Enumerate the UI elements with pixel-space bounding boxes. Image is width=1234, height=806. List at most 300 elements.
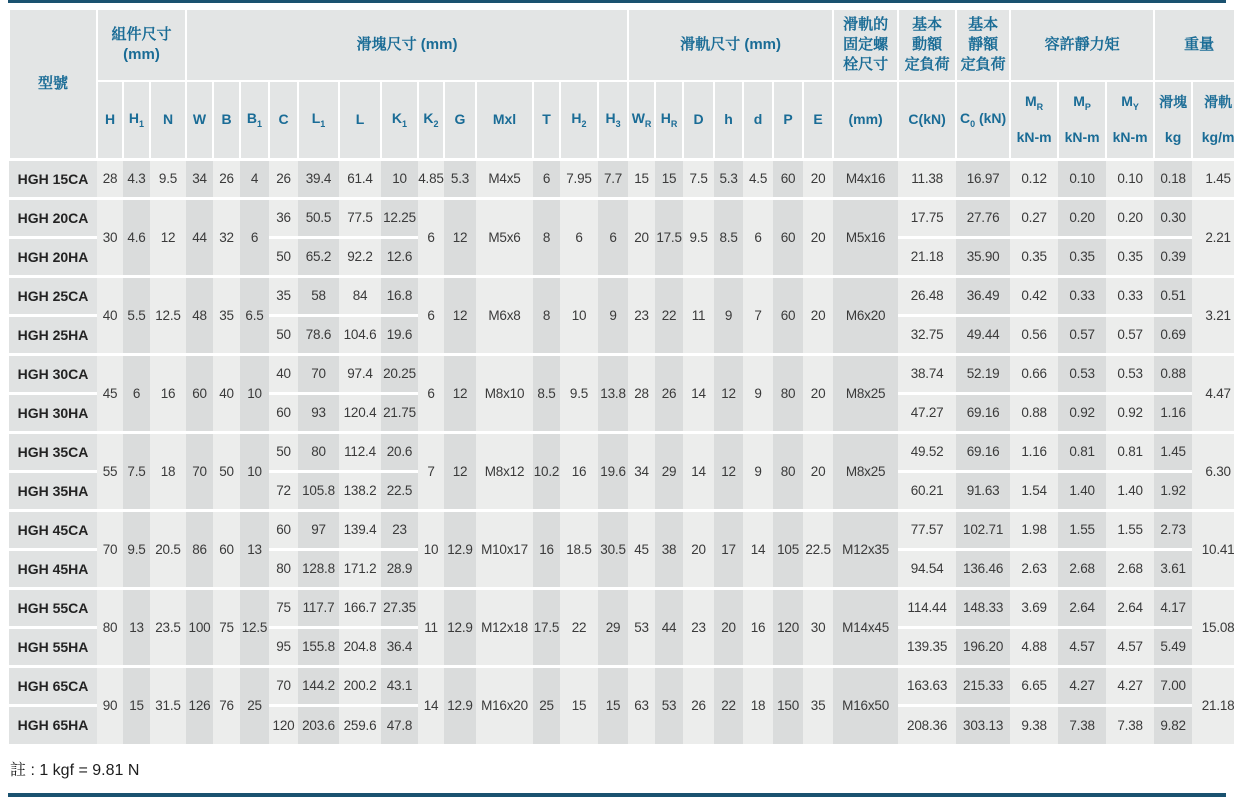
cell-load-rating: 2.73 [1154, 510, 1192, 549]
cell-block-dim: 93 [298, 393, 339, 432]
cell-assembly-dim: 55 [97, 432, 123, 510]
cell-model: HGH 25CA [9, 276, 97, 315]
cell-block-dim: M4x5 [476, 159, 533, 198]
cell-block-dim: M16x20 [476, 666, 533, 744]
cell-block-dim: 16 [533, 510, 560, 588]
cell-model: HGH 65HA [9, 705, 97, 744]
cell-model: HGH 45HA [9, 549, 97, 588]
cell-block-dim: 29 [598, 588, 628, 666]
cell-block-dim: 12 [444, 354, 476, 432]
cell-load-rating: 0.81 [1058, 432, 1106, 471]
cell-load-rating: 3.61 [1154, 549, 1192, 588]
cell-load-rating: 69.16 [956, 432, 1010, 471]
cell-load-rating: 1.45 [1154, 432, 1192, 471]
cell-block-dim: 50 [269, 315, 298, 354]
cell-assembly-dim: 25 [240, 666, 269, 744]
cell-assembly-dim: 76 [213, 666, 240, 744]
cell-load-rating: 2.68 [1106, 549, 1154, 588]
cell-rail-dim: 30 [803, 588, 833, 666]
cell-assembly-dim: 20.5 [150, 510, 186, 588]
cell-assembly-dim: 13 [123, 588, 150, 666]
cell-rail-dim: 12 [714, 432, 743, 510]
bottom-border-line [8, 793, 1226, 797]
cell-block-dim: 10.2 [533, 432, 560, 510]
cell-load-rating: 77.57 [898, 510, 956, 549]
cell-load-rating: 0.42 [1010, 276, 1058, 315]
cell-load-rating: 26.48 [898, 276, 956, 315]
cell-bolt-size: M5x16 [833, 198, 898, 276]
cell-rail-dim: 20 [803, 354, 833, 432]
cell-rail-dim: 20 [803, 198, 833, 276]
cell-load-rating: 2.64 [1058, 588, 1106, 627]
cell-rail-weight: 2.21 [1192, 198, 1234, 276]
cell-block-dim: 138.2 [339, 471, 381, 510]
cell-assembly-dim: 40 [213, 354, 240, 432]
column-header: h [714, 81, 743, 159]
column-group-header: 滑塊尺寸 (mm) [186, 9, 628, 81]
cell-assembly-dim: 70 [186, 432, 213, 510]
cell-load-rating: 7.38 [1106, 705, 1154, 744]
column-group-header: 滑軌尺寸 (mm) [628, 9, 833, 81]
cell-block-dim: 9 [598, 276, 628, 354]
cell-load-rating: 114.44 [898, 588, 956, 627]
cell-rail-weight: 21.18 [1192, 666, 1234, 744]
cell-block-dim: 12.9 [444, 588, 476, 666]
cell-load-rating: 4.27 [1058, 666, 1106, 705]
cell-rail-dim: 22.5 [803, 510, 833, 588]
cell-assembly-dim: 26 [213, 159, 240, 198]
cell-load-rating: 9.38 [1010, 705, 1058, 744]
cell-load-rating: 0.33 [1058, 276, 1106, 315]
spec-table [8, 8, 1234, 744]
cell-block-dim: 80 [298, 432, 339, 471]
cell-assembly-dim: 48 [186, 276, 213, 354]
cell-block-dim: 104.6 [339, 315, 381, 354]
cell-block-dim: 7.95 [560, 159, 598, 198]
cell-block-dim: 139.4 [339, 510, 381, 549]
cell-block-dim: 92.2 [339, 237, 381, 276]
cell-assembly-dim: 40 [97, 276, 123, 354]
cell-assembly-dim: 30 [97, 198, 123, 276]
cell-rail-dim: 22 [655, 276, 683, 354]
cell-assembly-dim: 9.5 [123, 510, 150, 588]
cell-load-rating: 1.40 [1106, 471, 1154, 510]
cell-rail-dim: 105 [773, 510, 803, 588]
column-header: P [773, 81, 803, 159]
cell-load-rating: 21.18 [898, 237, 956, 276]
table-header [9, 9, 1234, 159]
cell-block-dim: 144.2 [298, 666, 339, 705]
cell-load-rating: 9.82 [1154, 705, 1192, 744]
cell-assembly-dim: 13 [240, 510, 269, 588]
cell-load-rating: 0.66 [1010, 354, 1058, 393]
cell-block-dim: 12 [444, 198, 476, 276]
column-header: d [743, 81, 773, 159]
cell-block-dim: 7.7 [598, 159, 628, 198]
cell-rail-dim: 8.5 [714, 198, 743, 276]
cell-load-rating: 0.10 [1058, 159, 1106, 198]
cell-block-dim: 43.1 [381, 666, 418, 705]
cell-block-dim: 84 [339, 276, 381, 315]
cell-load-rating: 0.56 [1010, 315, 1058, 354]
cell-load-rating: 32.75 [898, 315, 956, 354]
cell-load-rating: 1.16 [1154, 393, 1192, 432]
cell-rail-dim: 150 [773, 666, 803, 744]
cell-load-rating: 1.40 [1058, 471, 1106, 510]
cell-load-rating: 27.76 [956, 198, 1010, 237]
cell-block-dim: 77.5 [339, 198, 381, 237]
cell-block-dim: 19.6 [598, 432, 628, 510]
column-header: $H_R$ [655, 81, 683, 159]
table-row [9, 354, 1234, 393]
cell-assembly-dim: 32 [213, 198, 240, 276]
column-group-header: 基本 靜額 定負荷 [956, 9, 1010, 81]
cell-load-rating: 4.17 [1154, 588, 1192, 627]
column-header: $L_1$ [298, 81, 339, 159]
column-header: C(kN) [898, 81, 956, 159]
cell-block-dim: 6 [418, 276, 444, 354]
cell-block-dim: 112.4 [339, 432, 381, 471]
cell-assembly-dim: 4 [240, 159, 269, 198]
cell-load-rating: 196.20 [956, 627, 1010, 666]
cell-block-dim: 200.2 [339, 666, 381, 705]
cell-load-rating: 1.92 [1154, 471, 1192, 510]
column-header: D [683, 81, 714, 159]
cell-block-dim: 6 [418, 198, 444, 276]
cell-rail-dim: 28 [628, 354, 655, 432]
cell-model: HGH 30HA [9, 393, 97, 432]
cell-block-dim: 26 [269, 159, 298, 198]
cell-block-dim: 40 [269, 354, 298, 393]
cell-load-rating: 102.71 [956, 510, 1010, 549]
cell-block-dim: 4.85 [418, 159, 444, 198]
cell-block-dim: 120 [269, 705, 298, 744]
cell-load-rating: 5.49 [1154, 627, 1192, 666]
column-header: (mm) [833, 81, 898, 159]
cell-load-rating: 0.27 [1010, 198, 1058, 237]
column-header: $H_3$ [598, 81, 628, 159]
cell-block-dim: 8.5 [533, 354, 560, 432]
cell-load-rating: 1.55 [1058, 510, 1106, 549]
cell-block-dim: 6 [533, 159, 560, 198]
cell-bolt-size: M4x16 [833, 159, 898, 198]
cell-assembly-dim: 35 [213, 276, 240, 354]
column-header: H [97, 81, 123, 159]
cell-load-rating: 7.38 [1058, 705, 1106, 744]
cell-rail-dim: 20 [803, 159, 833, 198]
cell-rail-dim: 7 [743, 276, 773, 354]
column-header: $M_R$ kN-m [1010, 81, 1058, 159]
cell-assembly-dim: 80 [97, 588, 123, 666]
cell-assembly-dim: 18 [150, 432, 186, 510]
table-row [9, 588, 1234, 627]
cell-rail-dim: 14 [683, 432, 714, 510]
cell-assembly-dim: 75 [213, 588, 240, 666]
cell-rail-dim: 20 [628, 198, 655, 276]
cell-block-dim: 7 [418, 432, 444, 510]
cell-load-rating: 0.39 [1154, 237, 1192, 276]
cell-model: HGH 15CA [9, 159, 97, 198]
column-header: W [186, 81, 213, 159]
cell-load-rating: 0.20 [1058, 198, 1106, 237]
cell-block-dim: 47.8 [381, 705, 418, 744]
cell-assembly-dim: 12 [150, 198, 186, 276]
cell-block-dim: 14 [418, 666, 444, 744]
cell-load-rating: 2.64 [1106, 588, 1154, 627]
cell-block-dim: 10 [560, 276, 598, 354]
top-border-line [8, 0, 1226, 3]
cell-rail-dim: 9 [743, 432, 773, 510]
cell-load-rating: 0.18 [1154, 159, 1192, 198]
cell-bolt-size: M8x25 [833, 354, 898, 432]
column-header: $M_Y$ kN-m [1106, 81, 1154, 159]
cell-load-rating: 136.46 [956, 549, 1010, 588]
cell-load-rating: 0.92 [1106, 393, 1154, 432]
cell-rail-weight: 15.08 [1192, 588, 1234, 666]
cell-load-rating: 52.19 [956, 354, 1010, 393]
column-header: $M_P$ kN-m [1058, 81, 1106, 159]
cell-rail-weight: 6.30 [1192, 432, 1234, 510]
cell-rail-dim: 9.5 [683, 198, 714, 276]
cell-rail-weight: 10.41 [1192, 510, 1234, 588]
cell-block-dim: 10 [381, 159, 418, 198]
cell-rail-dim: 20 [803, 276, 833, 354]
cell-load-rating: 0.35 [1010, 237, 1058, 276]
cell-rail-dim: 20 [714, 588, 743, 666]
column-group-header: 滑軌的 固定螺 栓尺寸 [833, 9, 898, 81]
cell-block-dim: 9.5 [560, 354, 598, 432]
cell-block-dim: 20.6 [381, 432, 418, 471]
column-header: 滑塊 kg [1154, 81, 1192, 159]
table-row [9, 510, 1234, 549]
cell-assembly-dim: 44 [186, 198, 213, 276]
cell-rail-dim: 15 [628, 159, 655, 198]
cell-assembly-dim: 4.6 [123, 198, 150, 276]
cell-load-rating: 7.00 [1154, 666, 1192, 705]
cell-bolt-size: M14x45 [833, 588, 898, 666]
cell-block-dim: 21.75 [381, 393, 418, 432]
cell-load-rating: 163.63 [898, 666, 956, 705]
cell-block-dim: 60 [269, 510, 298, 549]
cell-rail-dim: 35 [803, 666, 833, 744]
cell-load-rating: 6.65 [1010, 666, 1058, 705]
cell-block-dim: 12.9 [444, 666, 476, 744]
cell-load-rating: 0.51 [1154, 276, 1192, 315]
cell-block-dim: 120.4 [339, 393, 381, 432]
column-header: $K_2$ [418, 81, 444, 159]
cell-rail-weight: 1.45 [1192, 159, 1234, 198]
cell-rail-dim: 12 [714, 354, 743, 432]
cell-block-dim: 18.5 [560, 510, 598, 588]
cell-block-dim: 12.6 [381, 237, 418, 276]
cell-rail-dim: 44 [655, 588, 683, 666]
cell-load-rating: 0.92 [1058, 393, 1106, 432]
cell-block-dim: 13.8 [598, 354, 628, 432]
column-header: $W_R$ [628, 81, 655, 159]
cell-block-dim: 61.4 [339, 159, 381, 198]
cell-rail-dim: 9 [714, 276, 743, 354]
cell-block-dim: 78.6 [298, 315, 339, 354]
table-row [9, 276, 1234, 315]
cell-block-dim: 19.6 [381, 315, 418, 354]
cell-assembly-dim: 28 [97, 159, 123, 198]
cell-load-rating: 215.33 [956, 666, 1010, 705]
cell-load-rating: 38.74 [898, 354, 956, 393]
cell-load-rating: 0.30 [1154, 198, 1192, 237]
table-row [9, 432, 1234, 471]
cell-block-dim: 12.25 [381, 198, 418, 237]
cell-block-dim: 39.4 [298, 159, 339, 198]
column-header: $H_2$ [560, 81, 598, 159]
column-group-header: 重量 [1154, 9, 1234, 81]
cell-block-dim: 6 [598, 198, 628, 276]
cell-rail-dim: 22 [714, 666, 743, 744]
cell-assembly-dim: 5.5 [123, 276, 150, 354]
cell-bolt-size: M12x35 [833, 510, 898, 588]
table-row [9, 198, 1234, 237]
cell-load-rating: 0.10 [1106, 159, 1154, 198]
cell-model: HGH 55HA [9, 627, 97, 666]
cell-assembly-dim: 60 [213, 510, 240, 588]
cell-rail-dim: 11 [683, 276, 714, 354]
column-header: B [213, 81, 240, 159]
column-header: Mxl [476, 81, 533, 159]
column-header: $B_1$ [240, 81, 269, 159]
cell-model: HGH 20CA [9, 198, 97, 237]
cell-block-dim: 80 [269, 549, 298, 588]
cell-assembly-dim: 70 [97, 510, 123, 588]
cell-block-dim: 75 [269, 588, 298, 627]
cell-assembly-dim: 60 [186, 354, 213, 432]
cell-model: HGH 30CA [9, 354, 97, 393]
cell-assembly-dim: 23.5 [150, 588, 186, 666]
cell-assembly-dim: 90 [97, 666, 123, 744]
cell-rail-dim: 5.3 [714, 159, 743, 198]
cell-assembly-dim: 50 [213, 432, 240, 510]
cell-rail-dim: 20 [683, 510, 714, 588]
cell-block-dim: M6x8 [476, 276, 533, 354]
cell-block-dim: 50 [269, 237, 298, 276]
cell-block-dim: 203.6 [298, 705, 339, 744]
cell-load-rating: 0.57 [1106, 315, 1154, 354]
cell-block-dim: 97.4 [339, 354, 381, 393]
cell-load-rating: 139.35 [898, 627, 956, 666]
model-column-header: 型號 [9, 9, 97, 159]
cell-load-rating: 69.16 [956, 393, 1010, 432]
cell-block-dim: 16.8 [381, 276, 418, 315]
cell-block-dim: 70 [298, 354, 339, 393]
cell-block-dim: 6 [560, 198, 598, 276]
cell-load-rating: 36.49 [956, 276, 1010, 315]
table-row [9, 666, 1234, 705]
cell-model: HGH 25HA [9, 315, 97, 354]
column-group-header: 容許靜力矩 [1010, 9, 1154, 81]
cell-assembly-dim: 126 [186, 666, 213, 744]
cell-block-dim: 166.7 [339, 588, 381, 627]
cell-load-rating: 0.88 [1154, 354, 1192, 393]
cell-block-dim: 155.8 [298, 627, 339, 666]
cell-load-rating: 35.90 [956, 237, 1010, 276]
cell-rail-dim: 120 [773, 588, 803, 666]
cell-block-dim: 22 [560, 588, 598, 666]
cell-rail-dim: 23 [683, 588, 714, 666]
cell-assembly-dim: 34 [186, 159, 213, 198]
cell-load-rating: 16.97 [956, 159, 1010, 198]
cell-block-dim: M12x18 [476, 588, 533, 666]
cell-block-dim: 20.25 [381, 354, 418, 393]
cell-rail-dim: 60 [773, 159, 803, 198]
cell-rail-dim: 7.5 [683, 159, 714, 198]
cell-load-rating: 17.75 [898, 198, 956, 237]
cell-bolt-size: M6x20 [833, 276, 898, 354]
cell-block-dim: M5x6 [476, 198, 533, 276]
cell-model: HGH 35HA [9, 471, 97, 510]
cell-block-dim: 12 [444, 432, 476, 510]
cell-model: HGH 35CA [9, 432, 97, 471]
cell-rail-dim: 26 [683, 666, 714, 744]
cell-load-rating: 1.16 [1010, 432, 1058, 471]
cell-rail-dim: 14 [743, 510, 773, 588]
cell-block-dim: 8 [533, 276, 560, 354]
cell-block-dim: 72 [269, 471, 298, 510]
cell-load-rating: 4.27 [1106, 666, 1154, 705]
cell-rail-dim: 53 [628, 588, 655, 666]
column-group-header: 基本 動額 定負荷 [898, 9, 956, 81]
cell-load-rating: 60.21 [898, 471, 956, 510]
cell-rail-dim: 4.5 [743, 159, 773, 198]
cell-block-dim: 12.9 [444, 510, 476, 588]
cell-block-dim: 11 [418, 588, 444, 666]
cell-block-dim: 36 [269, 198, 298, 237]
cell-rail-dim: 60 [773, 198, 803, 276]
cell-block-dim: 28.9 [381, 549, 418, 588]
cell-load-rating: 0.81 [1106, 432, 1154, 471]
cell-load-rating: 91.63 [956, 471, 1010, 510]
cell-assembly-dim: 15 [123, 666, 150, 744]
cell-block-dim: M8x12 [476, 432, 533, 510]
cell-rail-dim: 23 [628, 276, 655, 354]
table-row [9, 159, 1234, 198]
cell-load-rating: 1.55 [1106, 510, 1154, 549]
cell-block-dim: 35 [269, 276, 298, 315]
cell-assembly-dim: 86 [186, 510, 213, 588]
column-header: 滑軌 kg/m [1192, 81, 1234, 159]
cell-assembly-dim: 100 [186, 588, 213, 666]
cell-block-dim: 65.2 [298, 237, 339, 276]
cell-load-rating: 4.57 [1106, 627, 1154, 666]
cell-block-dim: 5.3 [444, 159, 476, 198]
cell-block-dim: 12 [444, 276, 476, 354]
cell-rail-dim: 63 [628, 666, 655, 744]
column-group-header: 組件尺寸 (mm) [97, 9, 186, 81]
cell-rail-dim: 14 [683, 354, 714, 432]
cell-load-rating: 0.33 [1106, 276, 1154, 315]
cell-load-rating: 3.69 [1010, 588, 1058, 627]
cell-load-rating: 11.38 [898, 159, 956, 198]
cell-load-rating: 4.57 [1058, 627, 1106, 666]
cell-block-dim: 22.5 [381, 471, 418, 510]
cell-assembly-dim: 6.5 [240, 276, 269, 354]
cell-load-rating: 0.69 [1154, 315, 1192, 354]
cell-block-dim: 8 [533, 198, 560, 276]
cell-block-dim: 105.8 [298, 471, 339, 510]
cell-assembly-dim: 9.5 [150, 159, 186, 198]
cell-assembly-dim: 7.5 [123, 432, 150, 510]
column-header: L [339, 81, 381, 159]
cell-block-dim: 259.6 [339, 705, 381, 744]
cell-block-dim: 117.7 [298, 588, 339, 627]
cell-assembly-dim: 16 [150, 354, 186, 432]
